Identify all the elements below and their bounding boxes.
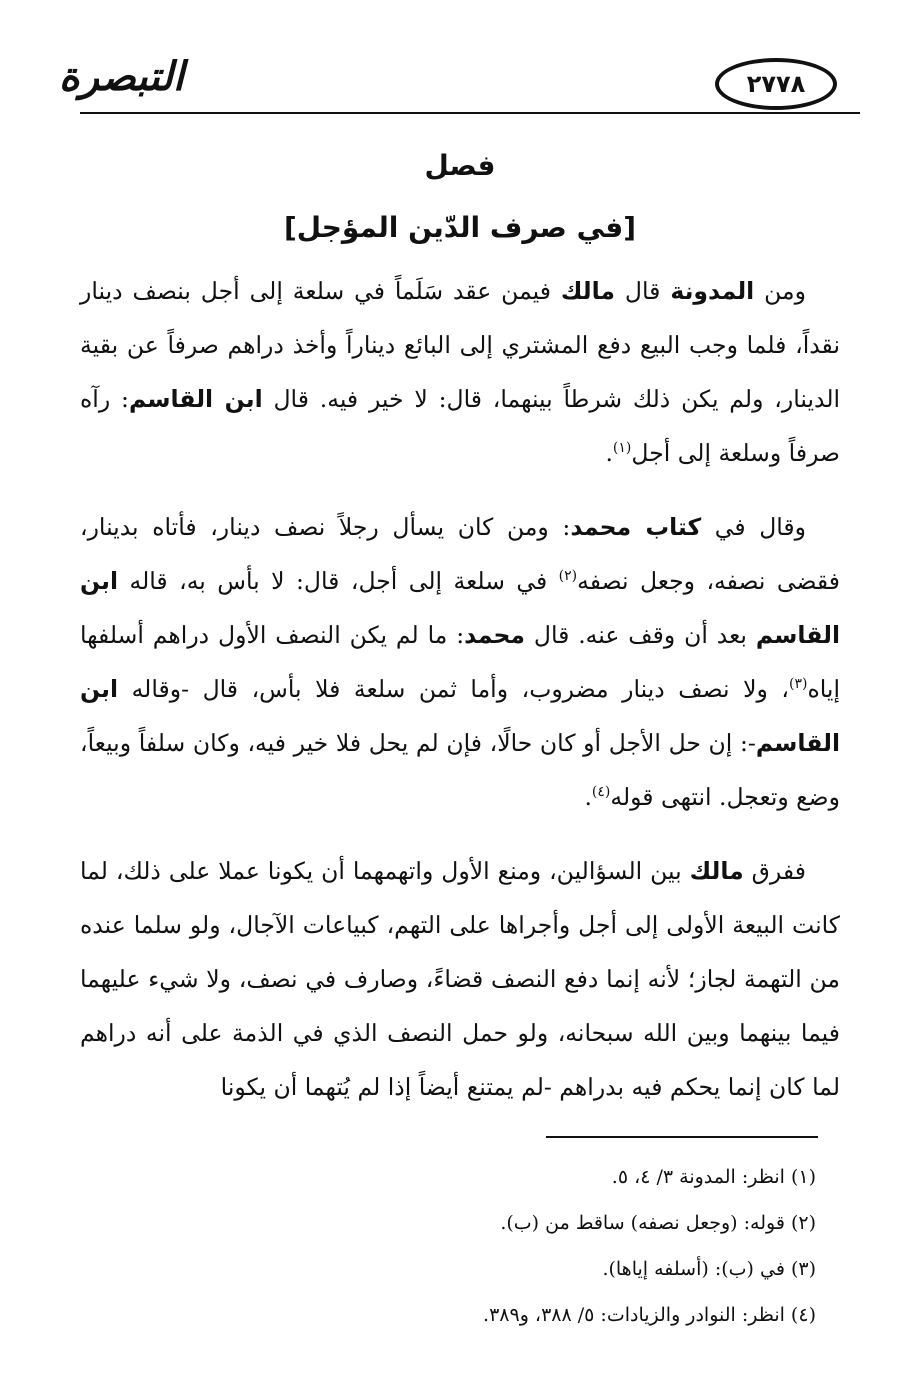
footnote-ref: (١) — [612, 440, 632, 457]
page-number-oval — [715, 58, 837, 110]
bold-term: مالك — [689, 857, 744, 885]
bold-term: ابن القاسم — [80, 675, 840, 757]
bold-term: ابن القاسم — [80, 567, 840, 649]
footnote-4: (٤) انظر: النوادر والزيادات: ٥/ ٣٨٨، و٣٨٩. — [483, 1304, 816, 1326]
paragraph-3: ففرق مالك بين السؤالين، ومنع الأول واتهمهما أن يكونا عملا على ذلك، لما كانت البيعة الأولى إلى أجل وأجراها على التهم، كبياعات الآجال، ولو سلما عنده من التهمة لجاز؛ لأنه إنما دفع النصف قضاءً، وصارف في نصف، ولا شيء عليهما فيما بينهما وبين الله سبحانه، ولو حمل النصف الذي في الذمة على أنه دراهم لما كان إنما يحكم فيه بدراهم -لم يمتنع أيضاً إذا لم يُتهما أن يكونا — [80, 857, 840, 1101]
footnote-1: (١) انظر: المدونة ٣/ ٤، ٥. — [611, 1166, 816, 1188]
section-subheading: [في صرف الدّين المؤجل] — [283, 211, 637, 244]
footnote-ref: (٣) — [788, 676, 808, 693]
footnote-3: (٣) في (ب): (أسلفه إياها). — [602, 1258, 816, 1280]
header-rule — [80, 112, 860, 114]
book-title-logo: التبصرة — [58, 54, 184, 100]
paragraph-2: وقال في كتاب محمد: ومن كان يسأل رجلاً نصف دينار، فأتاه بدينار، فقضى نصفه، وجعل نصفه$^{(٢)}$ في سلعة إلى أجل، قال: لا بأس به، قاله ابن القاسم بعد أن وقف عنه. قال محمد: ما لم يكن النصف الأول دراهم أسلفها إياه$^{(٣)}$، ولا نصف دينار مضروب، وأما ثمن سلعة فلا بأس، قال -وقاله ابن القاسم-: إن حل الأجل أو كان حالًا، فإن لم يحل فلا خير فيه، وكان سلفاً وبيعاً، وضع وتعجل. انتهى قوله$^{(٤)}$. — [80, 513, 840, 811]
bold-term: المدونة — [670, 277, 755, 305]
footnotes — [80, 1154, 816, 1338]
paragraph-1: ومن المدونة قال مالك فيمن عقد سَلَماً في سلعة إلى أجل بنصف دينار نقداً، فلما وجب البيع دفع المشتري إلى البائع ديناراً وأخذ دراهم صرفاً عن بقية الدينار، ولم يكن ذلك شرطاً بينهما، قال: لا خير فيه. قال ابن القاسم: رآه صرفاً وسلعة إلى أجل$^{(١)}$. — [80, 277, 841, 467]
bold-term: كتاب محمد — [570, 513, 702, 541]
section-heading: فصل — [424, 149, 496, 182]
bold-term: مالك — [560, 277, 615, 305]
footnote-ref: (٢) — [558, 568, 578, 585]
footnote-2: (٢) قوله: (وجعل نصفه) ساقط من (ب). — [500, 1212, 816, 1234]
bold-term: محمد — [464, 621, 525, 649]
footnote-separator — [546, 1136, 818, 1138]
page-number: ٢٧٧٨ — [746, 70, 806, 98]
running-header-title — [34, 44, 184, 114]
bold-term: ابن القاسم — [128, 385, 263, 413]
body-text — [80, 264, 840, 1134]
footnote-ref: (٤) — [591, 784, 611, 801]
